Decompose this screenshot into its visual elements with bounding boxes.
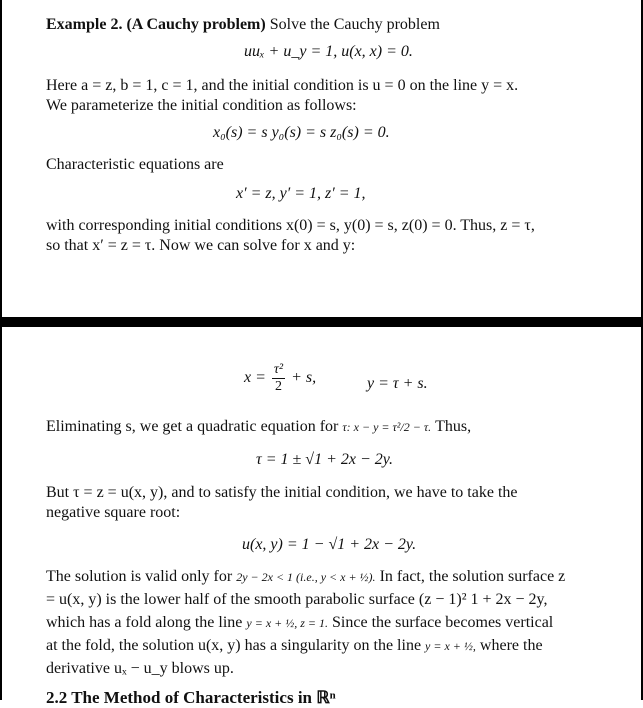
x-eq-denominator: 2 xyxy=(275,379,283,394)
example-lead: Solve the Cauchy problem xyxy=(269,16,440,33)
next-section-heading: 2.2 The Method of Characteristics in ℝⁿ xyxy=(46,688,336,707)
u-equation: u(x, y) = 1 − √1 + 2x − 2y. xyxy=(242,536,417,553)
x-eq-numerator: τ² xyxy=(273,362,284,377)
conditions-line-2: so that x′ = z = τ. Now we can solve for x and y: xyxy=(46,237,356,254)
param-equation: x₀(s) = s y₀(s) = s z₀(s) = 0. xyxy=(213,124,390,141)
elim-text: Eliminating s, we get a quadratic equation for xyxy=(46,418,339,435)
x-eq-lhs: x = xyxy=(244,369,266,387)
example-title: Example 2. (A Cauchy problem) xyxy=(46,16,266,33)
conditions-line-1: with corresponding initial conditions x(0) = s, y(0) = s, z(0) = 0. Thus, z = τ, xyxy=(46,217,535,234)
valid3-fold: y = x + ½, z = 1. xyxy=(246,616,329,630)
char-equations: x′ = z, y′ = 1, z′ = 1, xyxy=(236,185,366,202)
valid1-b: In fact, the solution surface z xyxy=(379,568,566,585)
x-eq-fraction xyxy=(272,362,285,395)
divider-bar xyxy=(0,317,643,327)
x-equation xyxy=(244,362,316,395)
valid4-a: at the fold, the solution u(x, y) has a singularity on the line xyxy=(46,637,422,654)
valid-line-5: derivative uₓ − u_y blows up. xyxy=(46,660,234,677)
valid4-end: where the xyxy=(479,637,543,654)
text-line-2: We parameterize the initial condition as follows: xyxy=(46,97,357,114)
pde-equation: uuₓ + u_y = 1, u(x, x) = 0. xyxy=(244,43,413,60)
y-equation: y = τ + s. xyxy=(367,375,428,392)
valid3-b: Since the surface becomes vertical xyxy=(332,614,554,631)
valid1-a: The solution is valid only for xyxy=(46,568,233,585)
valid-line-2: = u(x, y) is the lower half of the smooth parabolic surface (z − 1)² 1 + 2x − 2y, xyxy=(46,591,548,608)
example-heading xyxy=(46,15,440,35)
elim-quadratic: τ: x − y = τ²/2 − τ. xyxy=(342,420,432,434)
tau-equation: τ = 1 ± √1 + 2x − 2y. xyxy=(256,451,393,468)
text-line-1: Here a = z, b = 1, c = 1, and the initial condition is u = 0 on the line y = x. xyxy=(46,77,519,94)
but-line-2: negative square root: xyxy=(46,504,181,521)
valid4-line: y = x + ½, xyxy=(425,639,476,653)
eliminating-line xyxy=(46,417,471,437)
valid-line-3 xyxy=(46,613,553,633)
valid3-a: which has a fold along the line xyxy=(46,614,243,631)
valid-line-4 xyxy=(46,636,543,656)
x-eq-rhs: + s, xyxy=(291,369,317,387)
char-heading: Characteristic equations are xyxy=(46,156,224,173)
elim-end: Thus, xyxy=(435,418,472,435)
valid1-condition: 2y − 2x < 1 (i.e., y < x + ½). xyxy=(236,570,376,584)
valid-line-1 xyxy=(46,567,565,587)
but-line-1: But τ = z = u(x, y), and to satisfy the initial condition, we have to take the xyxy=(46,484,518,501)
